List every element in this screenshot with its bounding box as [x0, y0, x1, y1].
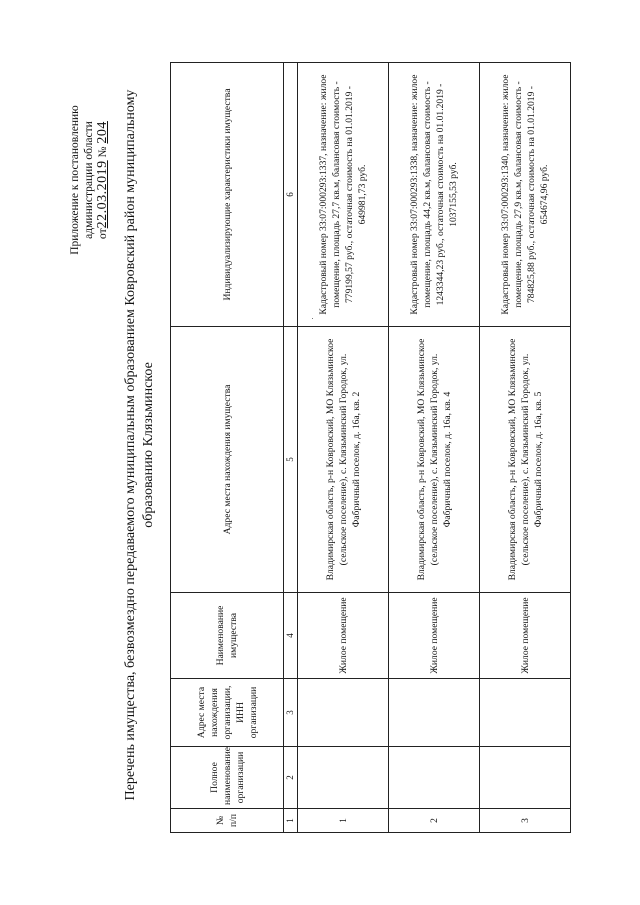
- appendix-date-line: [96, 60, 110, 300]
- row-property-name: Жилое помещение: [389, 593, 480, 679]
- row-org: [389, 747, 480, 809]
- col-number-4: 4: [284, 593, 298, 679]
- col-header-5: Адрес места нахождения имущества: [171, 327, 284, 593]
- row-property-details: Кадастровый номер 33:07:000293:1338, назначение: жилое помещение, площадь 44,2 кв.м, балансовая стоимость - 1243344,23 руб., остаточная стоимость на 01.01.2019 - 1037155,53 руб.: [389, 63, 480, 327]
- row-org-address: [298, 679, 389, 747]
- table-row: [389, 63, 480, 833]
- property-table: [170, 62, 571, 833]
- row-property-details: Кадастровый номер 33:07:000293:1337, назначение: жилое помещение, площадь 27,7 кв.м, балансовая стоимость - 779199,57 руб., остаточная стоимость на 01.01.2019 - 649981,73 руб.: [298, 63, 389, 327]
- appendix-date: 22.03.2019: [95, 160, 110, 229]
- row-property-name: Жилое помещение: [480, 593, 571, 679]
- row-org: [298, 747, 389, 809]
- row-number: 2: [389, 809, 480, 833]
- row-org-address: [480, 679, 571, 747]
- col-header-3: Адрес места нахождения организации, ИНН организации: [171, 679, 284, 747]
- row-property-address: Владимирская область, р-н Ковровский, МО Клязьминское (сельское поселение), с. Клязьминский Городок, ул. Фабричный поселок, д. 16а, кв. 4: [389, 327, 480, 593]
- table-header-row: [171, 63, 284, 833]
- col-header-6: Индивидуализирующие характеристики имущества: [171, 63, 284, 327]
- row-property-name: Жилое помещение: [298, 593, 389, 679]
- row-property-details: Кадастровый номер 33:07:000293:1340, назначение: жилое помещение, площадь 27,9 кв.м, балансовая стоимость - 784825,88 руб., остаточная стоимость на 01.01.2019 - 654674,96 руб.: [480, 63, 571, 327]
- row-number: 3: [480, 809, 571, 833]
- col-number-6: 6: [284, 63, 298, 327]
- col-number-1: 1: [284, 809, 298, 833]
- appendix-line-1: Приложение к постановлению: [69, 105, 81, 255]
- row-org: [480, 747, 571, 809]
- row-org-address: [389, 679, 480, 747]
- col-header-1: № п/п: [171, 809, 284, 833]
- row-number: 1: [298, 809, 389, 833]
- row-property-address: Владимирская область, р-н Ковровский, МО Клязьминское (сельское поселение), с. Клязьминский Городок, ул. Фабричный поселок, д. 16а, кв. 5: [480, 327, 571, 593]
- table-row: [298, 63, 389, 833]
- table-row: [480, 63, 571, 833]
- document-title: [122, 65, 158, 825]
- title-line-1: Перечень имущества, безвозмездно передаваемого муниципальным образованием Ковровский район муниципальному: [123, 89, 138, 801]
- col-number-5: 5: [284, 327, 298, 593]
- appendix-header: [68, 60, 110, 300]
- col-number-2: 2: [284, 747, 298, 809]
- title-line-2: образованию Клязьминское: [141, 362, 156, 528]
- appendix-number: 204: [95, 121, 110, 144]
- row-property-address: Владимирская область, р-н Ковровский, МО Клязьминское (сельское поселение), с. Клязьминский Городок, ул. Фабричный поселок, д. 16а, кв. 2: [298, 327, 389, 593]
- column-number-row: [284, 63, 298, 833]
- col-header-4: Наименование имущества: [171, 593, 284, 679]
- appendix-from: от: [97, 228, 109, 239]
- appendix-number-sign: №: [97, 146, 109, 158]
- col-number-3: 3: [284, 679, 298, 747]
- appendix-line-2: администрации области: [83, 121, 95, 239]
- scan-speck: [312, 318, 313, 319]
- col-header-2: Полное наименование организации: [171, 747, 284, 809]
